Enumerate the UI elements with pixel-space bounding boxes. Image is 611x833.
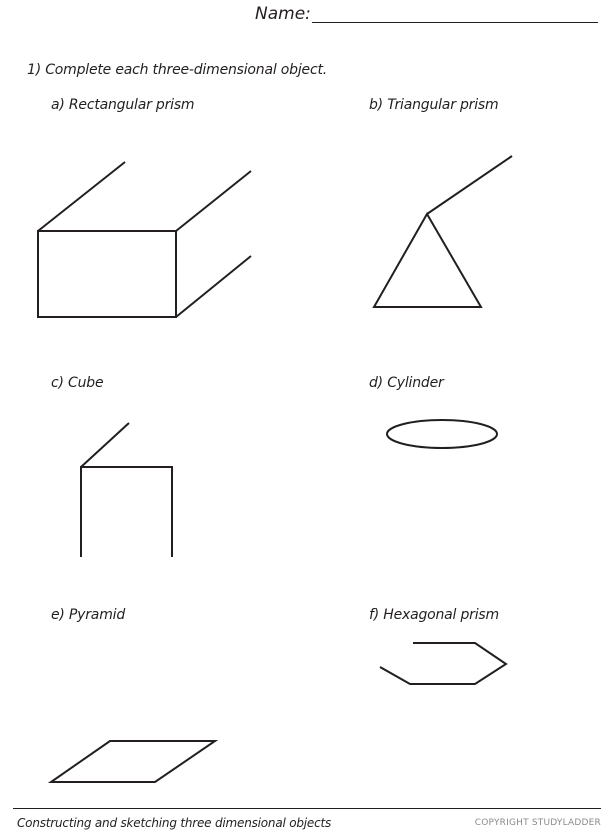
triangle-front-face xyxy=(374,214,481,307)
hexagon-partial-face xyxy=(380,643,506,684)
pyramid-drawing xyxy=(51,741,215,782)
item-label-hexagonal-prism: f) Hexagonal prism xyxy=(369,607,499,623)
item-label-triangular-prism: b) Triangular prism xyxy=(369,97,499,113)
prism-edge-bottom-right xyxy=(176,256,251,317)
name-label: Name: xyxy=(255,4,311,24)
prism-edge-top-right xyxy=(176,171,251,231)
cube-front-face xyxy=(81,467,172,557)
cube-drawing xyxy=(81,423,172,557)
cylinder-top-ellipse xyxy=(387,420,497,448)
footer-title: Constructing and sketching three dimensional objects xyxy=(17,816,332,830)
hexagonal-prism-drawing xyxy=(380,643,506,684)
cube-depth-edge xyxy=(81,423,129,467)
item-label-cube: c) Cube xyxy=(51,375,104,391)
rectangular-prism-drawing xyxy=(38,162,251,317)
prism-front-face xyxy=(38,231,176,317)
item-label-rectangular-prism: a) Rectangular prism xyxy=(51,97,195,113)
item-label-cylinder: d) Cylinder xyxy=(369,375,444,391)
question-text: 1) Complete each three-dimensional object. xyxy=(27,62,327,78)
triangular-prism-drawing xyxy=(374,156,512,307)
item-label-pyramid: e) Pyramid xyxy=(51,607,126,623)
cylinder-drawing xyxy=(387,420,497,448)
triangle-depth-edge xyxy=(427,156,512,214)
prism-edge-top-left xyxy=(38,162,125,231)
pyramid-base xyxy=(51,741,215,782)
footer-copyright: COPYRIGHT STUDYLADDER xyxy=(474,818,601,828)
footer-divider xyxy=(13,808,601,809)
